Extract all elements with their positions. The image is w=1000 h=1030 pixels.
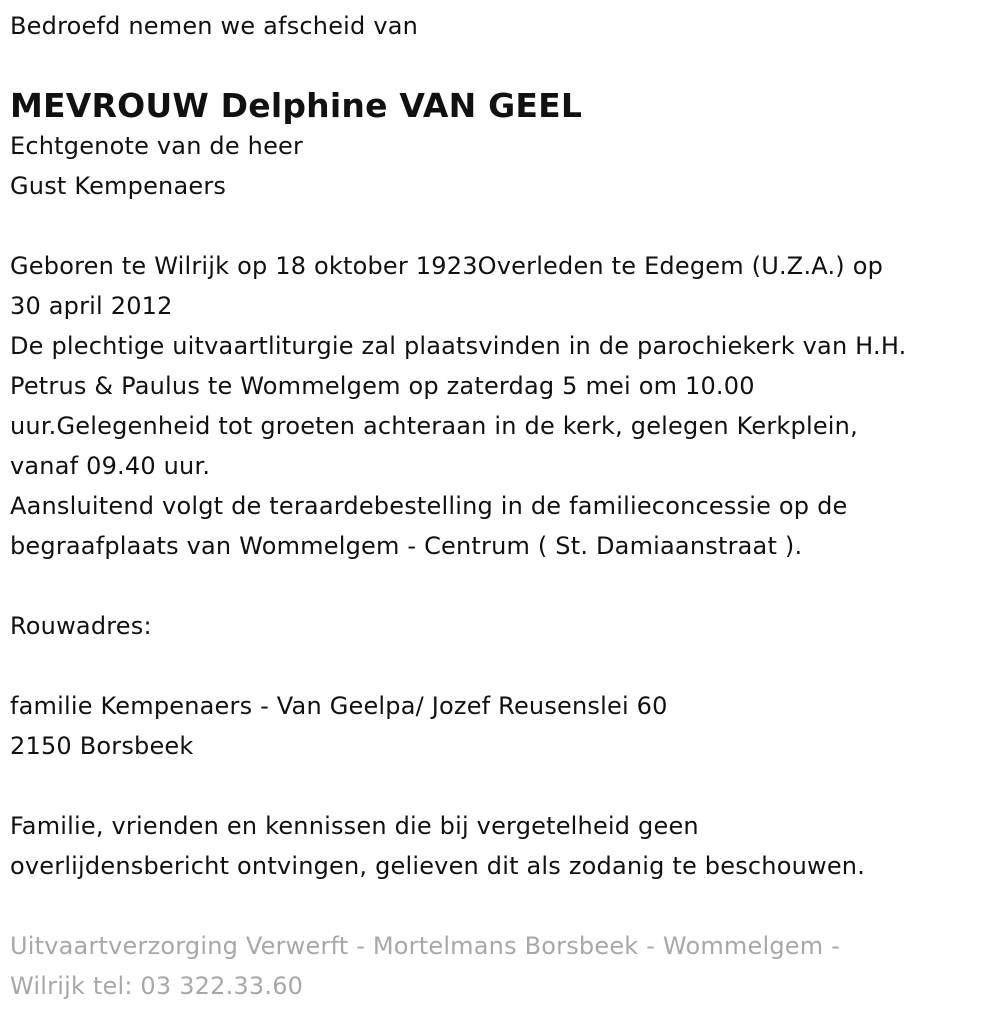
obituary-document	[10, 6, 995, 1006]
details-line: De plechtige uitvaartliturgie zal plaatsvinden in de parochiekerk van H.H.	[10, 332, 907, 360]
spacer	[10, 886, 995, 926]
details-line: vanaf 09.40 uur.	[10, 452, 211, 480]
spouse-line: Echtgenote van de heer	[10, 132, 304, 160]
details-line: begraafplaats van Wommelgem - Centrum ( St. Damiaanstraat ).	[10, 532, 803, 560]
spouse-name: Gust Kempenaers	[10, 172, 227, 200]
details-line: Aansluitend volgt de teraardebestelling in de familieconcessie op de	[10, 492, 848, 520]
address-label: Rouwadres:	[10, 612, 152, 640]
details-line: uur.Gelegenheid tot groeten achteraan in de kerk, gelegen Kerkplein,	[10, 412, 858, 440]
address-line: 2150 Borsbeek	[10, 732, 194, 760]
intro-text: Bedroefd nemen we afscheid van	[10, 12, 419, 40]
funeral-home-footer: Wilrijk tel: 03 322.33.60	[10, 972, 304, 1000]
notice-line: overlijdensbericht ontvingen, gelieven dit als zodanig te beschouwen.	[10, 852, 866, 880]
details-line: 30 april 2012	[10, 292, 173, 320]
address-line: familie Kempenaers - Van Geelpa/ Jozef Reusenslei 60	[10, 692, 668, 720]
funeral-home-footer: Uitvaartverzorging Verwerft - Mortelmans Borsbeek - Wommelgem -	[10, 932, 840, 960]
spacer	[10, 646, 995, 686]
spacer	[10, 206, 995, 246]
details-line: Petrus & Paulus te Wommelgem op zaterdag 5 mei om 10.00	[10, 372, 755, 400]
deceased-name: MEVROUW Delphine VAN GEEL	[10, 86, 583, 125]
spacer	[10, 566, 995, 606]
spacer	[10, 766, 995, 806]
details-line: Geboren te Wilrijk op 18 oktober 1923Overleden te Edegem (U.Z.A.) op	[10, 252, 884, 280]
notice-line: Familie, vrienden en kennissen die bij vergetelheid geen	[10, 812, 699, 840]
